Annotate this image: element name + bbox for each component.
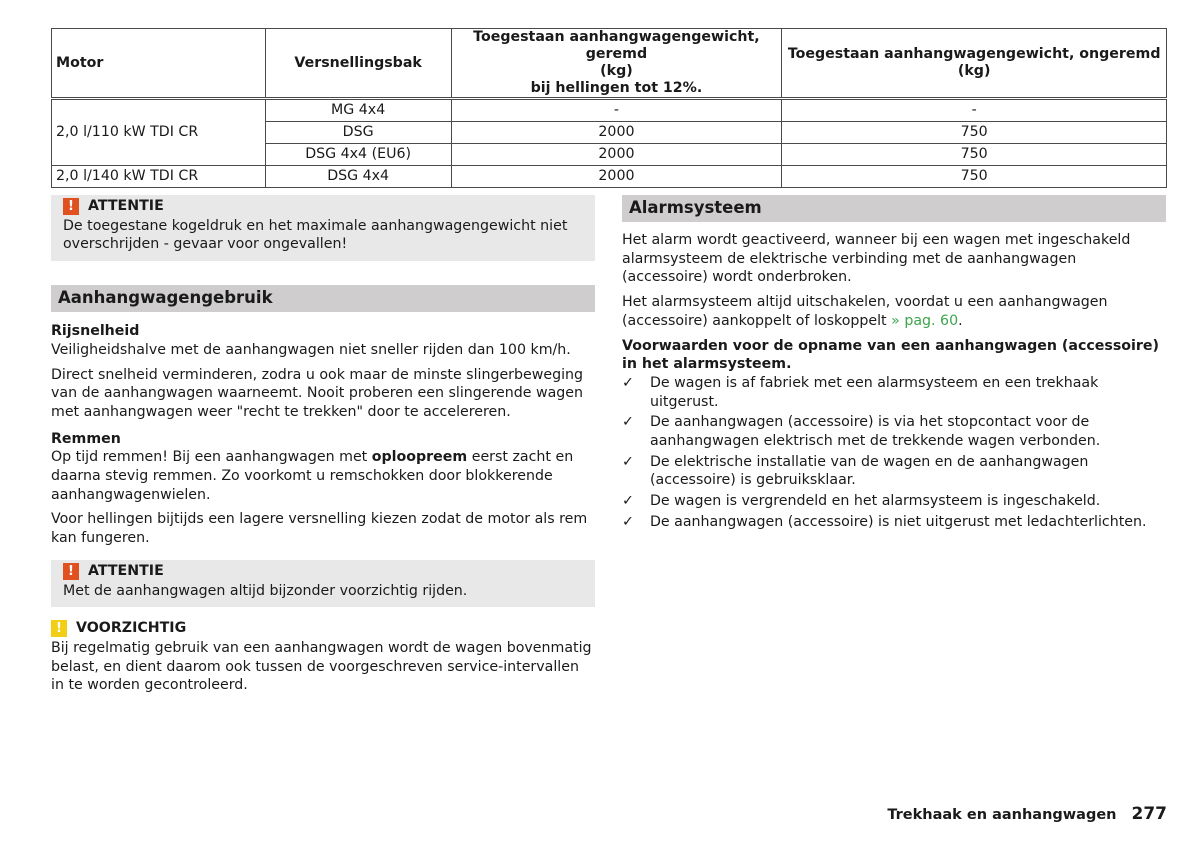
engine-cell: 2,0 l/140 kW TDI CR (52, 166, 266, 188)
header-braked-weight (451, 29, 782, 99)
check-icon: ✓ (622, 453, 634, 470)
header-braked-line1: Toegestaan aanhangwagengewicht, geremd (473, 29, 760, 62)
warning-header (63, 197, 583, 216)
unbraked-cell: - (782, 99, 1167, 122)
brakes-text-part: Op tijd remmen! Bij een aanhangwagen met (51, 449, 372, 466)
header-gearbox: Versnellingsbak (265, 29, 451, 99)
list-item (622, 453, 1166, 490)
braked-cell: 2000 (451, 144, 782, 166)
alarm-disable-part: Het alarmsysteem altijd uitschakelen, voordat u een aanhangwagen (accessoire) aankoppelt of loskoppelt (622, 294, 1108, 329)
header-unbraked-weight: Toegestaan aanhangwagengewicht, ongeremd (kg) (782, 29, 1167, 99)
caution-note (51, 619, 595, 695)
engine-cell: 2,0 l/110 kW TDI CR (52, 99, 266, 166)
conditions-list (622, 374, 1166, 532)
alarm-intro-text: Het alarm wordt geactiveerd, wanneer bij een wagen met ingeschakeld alarmsysteem de elektrische verbinding met de aanhangwagen (accessoire) wordt onderbroken. (622, 232, 1131, 286)
brakes-text (51, 448, 595, 504)
warning-title: ATTENTIE (88, 562, 164, 579)
list-item (622, 413, 1166, 450)
speed-heading: Rijsnelheid (51, 323, 140, 340)
warning-text: Met de aanhangwagen altijd bijzonder voorzichtig rijden. (63, 582, 468, 599)
gearbox-cell: MG 4x4 (265, 99, 451, 122)
warning-title: ATTENTIE (88, 198, 164, 214)
braked-cell: - (451, 99, 782, 122)
alarm-disable-text (622, 293, 1166, 330)
unbraked-cell: 750 (782, 122, 1167, 144)
page-number: 277 (1131, 804, 1167, 824)
table-header-row (52, 29, 1167, 99)
braked-cell: 2000 (451, 166, 782, 188)
left-column (51, 195, 595, 695)
condition-text: De wagen is af fabriek met een alarmsysteem en een trekhaak uitgerust. (650, 374, 1099, 410)
check-icon: ✓ (622, 374, 634, 391)
warning-text: De toegestane kogeldruk en het maximale aanhangwagengewicht niet overschrijden - gevaar voor ongevallen! (63, 217, 568, 253)
warning-icon: ! (63, 563, 79, 580)
sway-text: Direct snelheid verminderen, zodra u ook maar de minste slingerbeweging van de aanhangwagen waarneemt. Nooit proberen een slingerende wagen met aanhangwagen weer "recht te trekken" door te accelereren. (51, 366, 584, 420)
conditions-heading: Voorwaarden voor de opname van een aanhangwagen (accessoire) in het alarmsysteem. (622, 337, 1160, 373)
overrun-brake-term: oploopreem (371, 449, 468, 466)
gearbox-cell: DSG 4x4 (EU6) (265, 144, 451, 166)
alarm-disable-end: . (958, 312, 963, 329)
brakes-text-part: eerst zacht en daarna stevig remmen. Zo voorkomt u remschokken door blokkerende aanhangwagenwielen. (51, 449, 574, 503)
condition-text: De wagen is vergrendeld en het alarmsysteem is ingeschakeld. (650, 493, 1101, 510)
caution-title: VOORZICHTIG (76, 620, 187, 637)
check-icon: ✓ (622, 513, 634, 530)
list-item (622, 374, 1166, 411)
caution-header (51, 619, 595, 638)
unbraked-cell: 750 (782, 166, 1167, 188)
page-footer (887, 804, 1167, 824)
warning-icon: ! (63, 198, 79, 215)
list-item (622, 492, 1166, 511)
table-row (52, 99, 1167, 122)
section-title-trailer-use: Aanhangwagengebruik (51, 285, 595, 312)
gearbox-cell: DSG (265, 122, 451, 144)
header-braked-line2: (kg) (600, 63, 633, 79)
trailer-weight-table (51, 28, 1167, 188)
warning-header (63, 562, 583, 581)
condition-text: De aanhangwagen (accessoire) is niet uitgerust met ledachterlichten. (650, 513, 1147, 530)
braked-cell: 2000 (451, 122, 782, 144)
caution-text: Bij regelmatig gebruik van een aanhangwagen wordt de wagen bovenmatig belast, en dient daarom ook tussen de voorgeschreven service-intervallen in te worden gecontroleerd. (51, 639, 592, 694)
header-motor: Motor (52, 29, 266, 99)
check-icon: ✓ (622, 493, 634, 510)
unbraked-cell: 750 (782, 144, 1167, 166)
gearbox-cell: DSG 4x4 (265, 166, 451, 188)
page-reference-link[interactable]: » pag. 60 (891, 312, 959, 329)
section-title-alarm: Alarmsysteem (622, 195, 1166, 222)
warning-box (51, 560, 595, 607)
warning-box (51, 195, 595, 261)
caution-icon: ! (51, 620, 67, 637)
right-column (622, 195, 1166, 534)
brakes-heading: Remmen (51, 430, 121, 447)
header-braked-line3: bij hellingen tot 12%. (530, 80, 703, 96)
speed-text: Veiligheidshalve met de aanhangwagen niet sneller rijden dan 100 km/h. (51, 341, 571, 358)
chapter-title: Trekhaak en aanhangwagen (887, 807, 1117, 823)
hills-text: Voor hellingen bijtijds een lagere versnelling kiezen zodat de motor als rem kan fungeren. (51, 511, 588, 547)
condition-text: De aanhangwagen (accessoire) is via het stopcontact voor de aanhangwagen elektrisch met de trekkende wagen verbonden. (650, 414, 1101, 450)
check-icon: ✓ (622, 414, 634, 431)
list-item (622, 513, 1166, 532)
table-row (52, 166, 1167, 188)
condition-text: De elektrische installatie van de wagen en de aanhangwagen (accessoire) is gebruiksklaar. (650, 453, 1089, 489)
